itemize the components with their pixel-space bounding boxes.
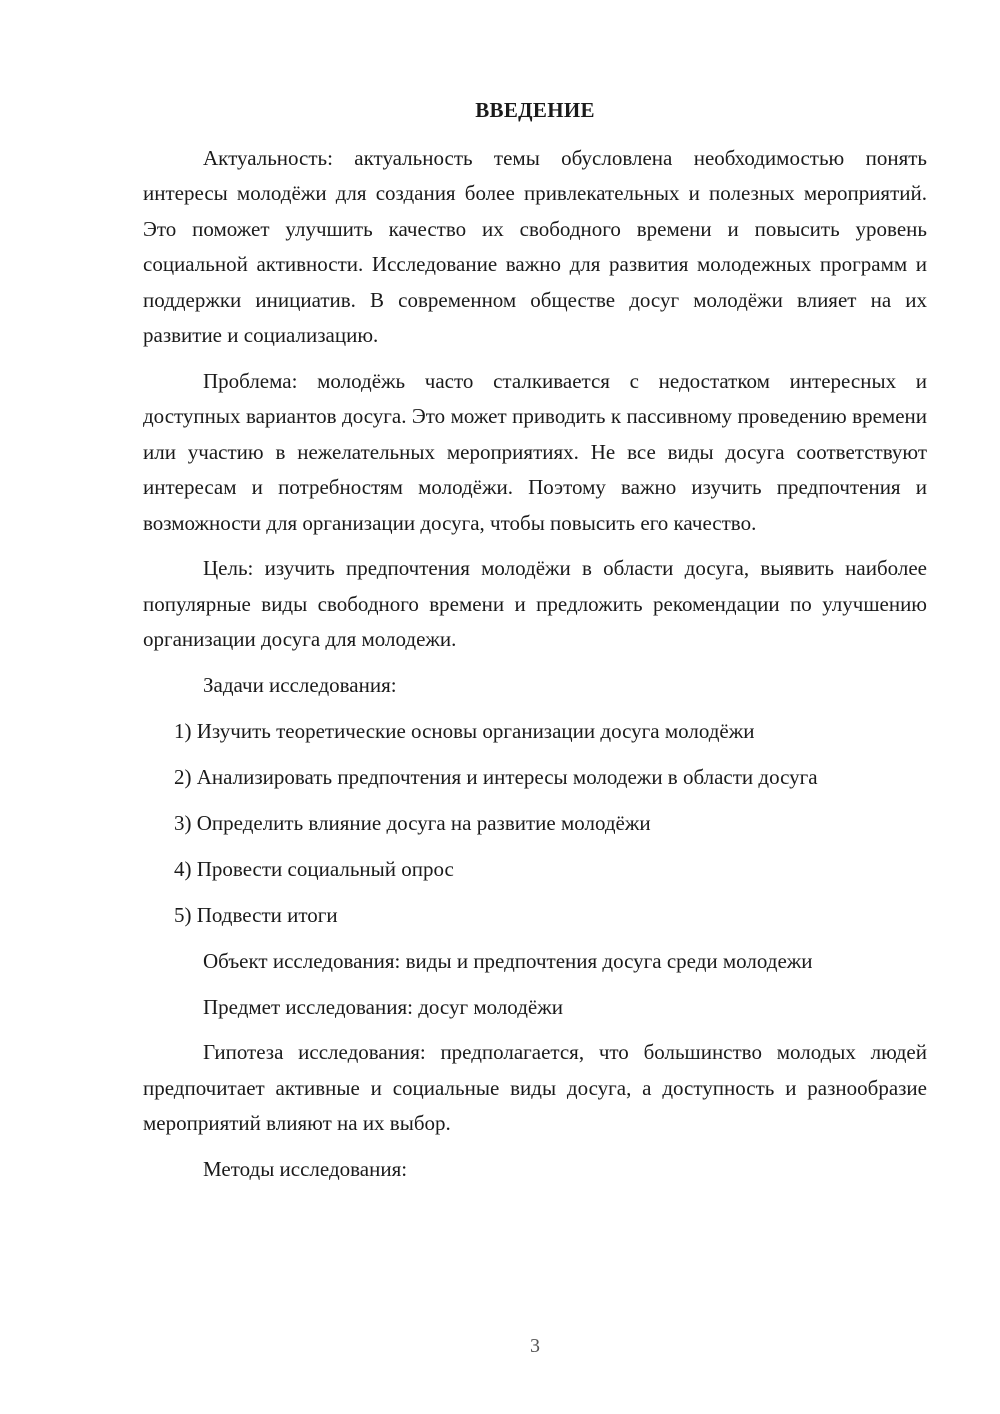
page-title: ВВЕДЕНИЕ <box>475 98 595 122</box>
paragraph-relevance: Актуальность: актуальность темы обусловлена необходимостью понять интересы молодёжи для создания более привлекательных и полезных мероприятий. Это поможет улучшить качество их свободного времени и повысить уровень социальной активности. Исследование важно для развития молодежных программ и поддержки инициатив. В современном обществе досуг молодёжи влияет на их развитие и социализацию. <box>143 146 927 348</box>
task-item-2: 2) Анализировать предпочтения и интересы молодежи в области досуга <box>174 765 818 789</box>
task-item-5: 5) Подвести итоги <box>174 902 338 927</box>
task-item-1: 1) Изучить теоретические основы организации досуга молодёжи <box>174 719 755 744</box>
paragraph-object: Объект исследования: виды и предпочтения досуга среди молодежи <box>203 948 813 973</box>
tasks-heading: Задачи исследования: <box>203 673 397 698</box>
paragraph-problem: Проблема: молодёжь часто сталкивается с недостатком интересных и доступных вариантов досуга. Это может приводить к пассивному проведению времени или участию в нежелательных мероприятиях. Не все виды досуга соответствуют интересам и потребностям молодёжи. Поэтому важно изучить предпочтения и возможности для организации досуга, чтобы повысить его качество. <box>143 368 927 535</box>
document-page <box>143 0 927 1414</box>
methods-heading: Методы исследования: <box>203 1157 408 1182</box>
paragraph-subject: Предмет исследования: досуг молодёжи <box>203 994 563 1019</box>
page-number: 3 <box>530 1335 540 1357</box>
task-item-4: 4) Провести социальный опрос <box>174 856 454 881</box>
paragraph-goal: Цель: изучить предпочтения молодёжи в области досуга, выявить наиболее популярные виды свободного времени и предложить рекомендации по улучшению организации досуга для молодежи. <box>143 556 927 652</box>
task-item-3: 3) Определить влияние досуга на развитие молодёжи <box>174 810 651 835</box>
paragraph-hypothesis: Гипотеза исследования: предполагается, что большинство молодых людей предпочитает активные и социальные виды досуга, а доступность и разнообразие мероприятий влияют на их выбор. <box>143 1040 927 1136</box>
document-body <box>143 141 927 1198</box>
